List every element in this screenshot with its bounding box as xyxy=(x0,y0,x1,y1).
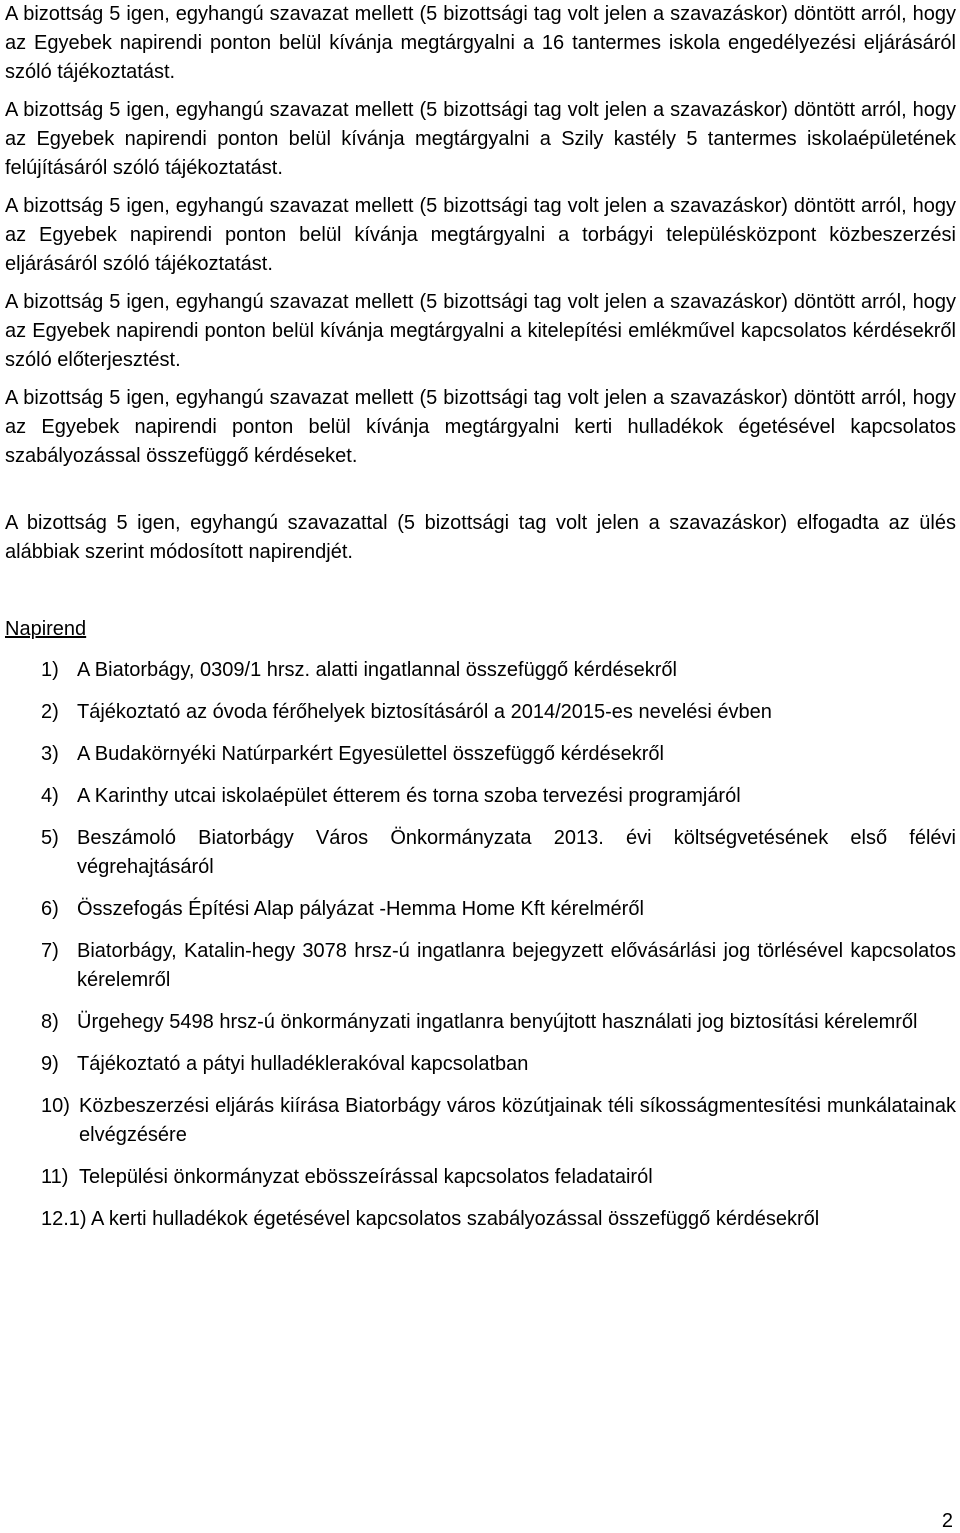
agenda-item xyxy=(5,1163,956,1192)
agenda-adoption-paragraph: A bizottság 5 igen, egyhangú szavazattal (5 bizottsági tag volt jelen a szavazáskor) elfogadta az ülés alábbiak szerint módosított napirendjét. xyxy=(5,512,956,563)
agenda-item-number: 7) xyxy=(41,940,59,962)
agenda-item xyxy=(5,1008,956,1037)
agenda-item-text: Összefogás Építési Alap pályázat -Hemma Home Kft kérelméről xyxy=(77,898,644,920)
agenda-item-number: 2) xyxy=(41,701,59,723)
agenda-item xyxy=(5,824,956,882)
agenda-heading: Napirend xyxy=(5,618,87,640)
page-number: 2 xyxy=(941,1510,953,1532)
agenda-item xyxy=(5,1092,956,1150)
agenda-item-text: Beszámoló Biatorbágy Város Önkormányzata 2013. évi költségvetésének első félévi végrehajtásáról xyxy=(77,827,956,878)
agenda-item-number: 6) xyxy=(41,898,59,920)
agenda-item xyxy=(5,937,956,995)
agenda-list xyxy=(5,656,956,1192)
agenda-item-text: A Karinthy utcai iskolaépület étterem és torna szoba tervezési programjáról xyxy=(77,785,741,807)
agenda-item xyxy=(5,698,956,727)
agenda-item-number: 4) xyxy=(41,785,59,807)
agenda-item-number: 3) xyxy=(41,743,59,765)
agenda-item-text: Települési önkormányzat ebösszeírással kapcsolatos feladatairól xyxy=(79,1166,653,1188)
agenda-item-number: 5) xyxy=(41,827,59,849)
agenda-item xyxy=(5,656,956,685)
committee-decision-paragraph-3: A bizottság 5 igen, egyhangú szavazat mellett (5 bizottsági tag volt jelen a szavazáskor) döntött arról, hogy az Egyebek napirendi ponton belül kívánja megtárgyalni a torbágyi településközpont közbeszerzési eljárásáról szóló tájékoztatást. xyxy=(5,195,956,275)
agenda-item-number: 10) xyxy=(41,1095,70,1117)
committee-decision-paragraph-4: A bizottság 5 igen, egyhangú szavazat mellett (5 bizottsági tag volt jelen a szavazáskor) döntött arról, hogy az Egyebek napirendi ponton belül kívánja megtárgyalni a kitelepítési emlékművel kapcsolatos kérdésekről szóló előterjesztést. xyxy=(5,291,956,371)
agenda-item-number: 11) xyxy=(41,1166,69,1188)
document-page xyxy=(5,0,956,1234)
committee-decision-paragraph-2: A bizottság 5 igen, egyhangú szavazat mellett (5 bizottsági tag volt jelen a szavazáskor) döntött arról, hogy az Egyebek napirendi ponton belül kívánja megtárgyalni a Szily kastély 5 tantermes iskolaépületének felújításáról szóló tájékoztatást. xyxy=(5,99,956,179)
agenda-item-number: 1) xyxy=(41,659,59,681)
agenda-item xyxy=(5,895,956,924)
agenda-item xyxy=(5,1050,956,1079)
agenda-item-text: Tájékoztató a pátyi hulladéklerakóval kapcsolatban xyxy=(77,1053,529,1075)
committee-decision-paragraph-1: A bizottság 5 igen, egyhangú szavazat mellett (5 bizottsági tag volt jelen a szavazáskor) döntött arról, hogy az Egyebek napirendi ponton belül kívánja megtárgyalni a 16 tantermes iskola engedélyezési eljárásáról szóló tájékoztatást. xyxy=(5,3,956,83)
agenda-item-text: Közbeszerzési eljárás kiírása Biatorbágy város közútjainak téli síkosságmentesítési munkálatainak elvégzésére xyxy=(79,1095,956,1146)
agenda-item-number: 8) xyxy=(41,1011,59,1033)
agenda-item-number: 9) xyxy=(41,1053,59,1075)
agenda-item-text: A Budakörnyéki Natúrparkért Egyesülettel összefüggő kérdésekről xyxy=(77,743,664,765)
agenda-item xyxy=(5,782,956,811)
agenda-item-text: Biatorbágy, Katalin-hegy 3078 hrsz-ú ingatlanra bejegyzett elővásárlási jog törlésével kapcsolatos kérelemről xyxy=(77,940,956,991)
committee-decision-paragraph-5: A bizottság 5 igen, egyhangú szavazat mellett (5 bizottsági tag volt jelen a szavazáskor) döntött arról, hogy az Egyebek napirendi ponton belül kívánja megtárgyalni kerti hulladékok égetésével kapcsolatos szabályozással összefüggő kérdéseket. xyxy=(5,387,956,467)
agenda-item-text: Ürgehegy 5498 hrsz-ú önkormányzati ingatlanra benyújtott használati jog biztosítási kérelemről xyxy=(77,1011,918,1033)
agenda-item-text: Tájékoztató az óvoda férőhelyek biztosításáról a 2014/2015-es nevelési évben xyxy=(77,701,772,723)
agenda-item-text: A Biatorbágy, 0309/1 hrsz. alatti ingatlannal összefüggő kérdésekről xyxy=(77,659,677,681)
agenda-item-sub: 12.1) A kerti hulladékok égetésével kapcsolatos szabályozással összefüggő kérdésekről xyxy=(41,1208,820,1230)
agenda-item xyxy=(5,740,956,769)
